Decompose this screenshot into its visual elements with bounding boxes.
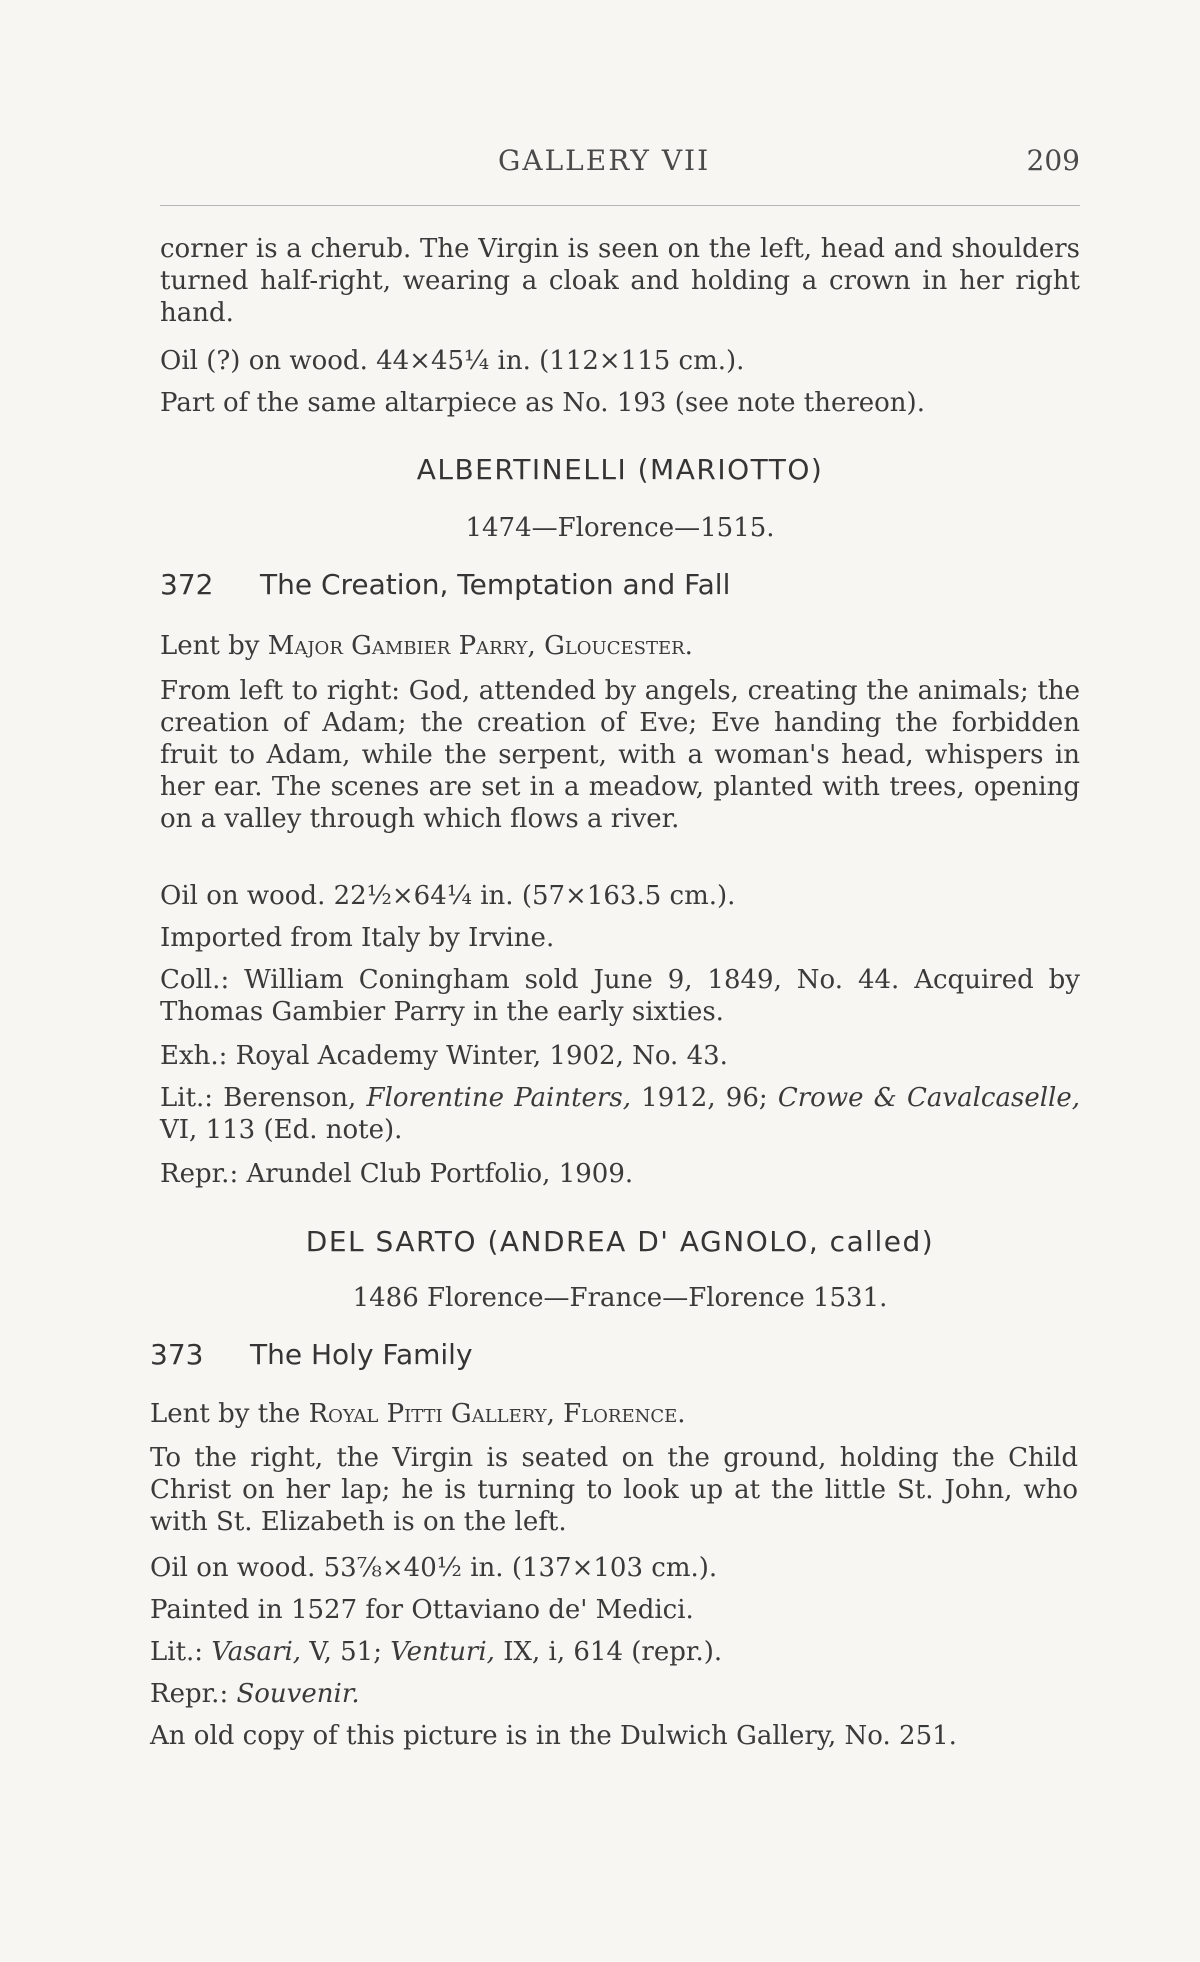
entry-provenance: Imported from Italy by Irvine. (160, 923, 555, 953)
literature-title: Crowe & Cavalcaselle, (777, 1083, 1080, 1113)
entry-heading (150, 1338, 473, 1371)
artist-dates: 1486 Florence—France—Florence 1531. (352, 1283, 888, 1313)
literature-suffix: IX, i, 614 (repr.). (494, 1637, 723, 1667)
catalogue-number: 373 (150, 1338, 204, 1371)
intro-note: Part of the same altarpiece as No. 193 (see note thereon). (160, 388, 925, 418)
lender-name: Royal Pitti Gallery, Florence. (308, 1399, 686, 1429)
literature-mid: 1912, 96; (630, 1083, 778, 1113)
literature-prefix: Lit.: Berenson, (160, 1083, 367, 1113)
gallery-title: GALLERY VII (498, 144, 711, 177)
entry-reproduction: Repr.: Arundel Club Portfolio, 1909. (160, 1159, 634, 1189)
entry-title: The Creation, Temptation and Fall (260, 568, 731, 601)
reproduction-title: Souvenir. (236, 1679, 360, 1709)
entry-description: To the right, the Virgin is seated on the ground, holding the Child Christ on her lap; he is turning to look up at the little St. John, who with St. Elizabeth is on the left. (150, 1443, 1078, 1537)
artist-dates: 1474—Florence—1515. (465, 513, 775, 543)
literature-title: Vasari, (211, 1637, 302, 1667)
entry-literature (150, 1636, 722, 1668)
artist-heading: DEL SARTO (ANDREA D' AGNOLO, called) (305, 1225, 935, 1258)
entry-note: An old copy of this picture is in the Dulwich Gallery, No. 251. (150, 1721, 957, 1751)
entry-reproduction (150, 1678, 360, 1710)
literature-suffix: VI, 113 (Ed. note). (160, 1115, 403, 1145)
literature-prefix: Lit.: (150, 1637, 212, 1667)
lender-prefix: Lent by (160, 631, 268, 661)
literature-mid: V, 51; (301, 1637, 391, 1667)
intro-description: corner is a cherub. The Virgin is seen on the left, head and shoulders turned half-right, wearing a cloak and holding a crown in her right hand. (160, 234, 1080, 328)
entry-title: The Holy Family (250, 1338, 473, 1371)
catalogue-number: 372 (160, 568, 214, 601)
header-rule (160, 205, 1080, 206)
entry-painted: Painted in 1527 for Ottaviano de' Medici. (150, 1595, 694, 1625)
lender-name: Major Gambier Parry, Gloucester. (267, 631, 693, 661)
entry-description: From left to right: God, attended by angels, creating the animals; the creation of Adam; the creation of Eve; Eve handing the forbidden fruit to Adam, while the serpent, with a woman's head, whispers in her ear. The scenes are set in a meadow, planted with trees, opening on a valley through which flows a river. (160, 676, 1080, 834)
artist-heading: ALBERTINELLI (MARIOTTO) (416, 453, 824, 486)
intro-medium: Oil (?) on wood. 44×45¼ in. (112×115 cm.). (160, 346, 745, 376)
entry-heading (160, 568, 730, 601)
reproduction-prefix: Repr.: (150, 1679, 237, 1709)
entry-literature (160, 1082, 1080, 1146)
literature-title: Florentine Painters, (366, 1083, 631, 1113)
entry-medium: Oil on wood. 53⅞×40½ in. (137×103 cm.). (150, 1553, 718, 1583)
entry-exhibition: Exh.: Royal Academy Winter, 1902, No. 43. (160, 1041, 728, 1071)
entry-collection: Coll.: William Coningham sold June 9, 1849, No. 44. Acquired by Thomas Gambier Parry in the early sixties. (160, 965, 1080, 1027)
running-head (160, 140, 1080, 180)
lender-line (160, 630, 693, 662)
entry-medium: Oil on wood. 22½×64¼ in. (57×163.5 cm.). (160, 881, 736, 911)
lender-line (150, 1398, 686, 1430)
lender-prefix: Lent by the (150, 1399, 309, 1429)
literature-title: Venturi, (390, 1637, 495, 1667)
page-number: 209 (1026, 144, 1080, 177)
